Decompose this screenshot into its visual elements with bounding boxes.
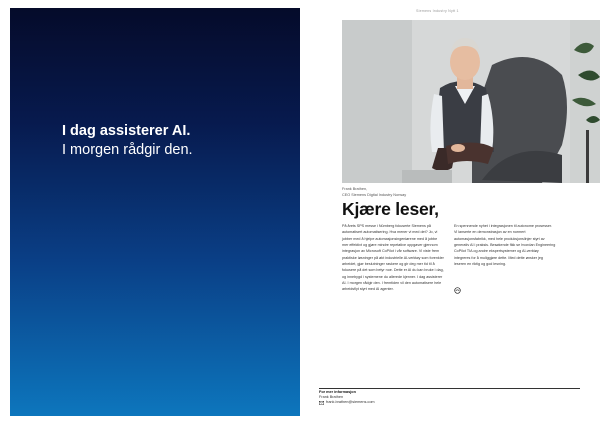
signature-icon xyxy=(454,287,461,294)
headline-line-2: I morgen rådgir den. xyxy=(62,142,193,158)
contact-title: For mer informasjon xyxy=(319,390,356,394)
mail-icon xyxy=(319,401,324,405)
left-page-blue-panel xyxy=(10,8,300,416)
running-head: Siemens Industry Nytt 1 xyxy=(416,9,459,13)
caption-name: Frank Brathen, xyxy=(342,187,368,191)
hero-headline xyxy=(62,122,193,160)
portrait-illustration xyxy=(342,20,600,183)
body-column-2: En spennende nyhet i integrasjonen til autonome prosesser. Vi lanserte en demonstrasjon av en normert automasjonsfabrikk, med hele produksjonslinjer styrt av generativ AI i praksis. Besøkende fikk se hvordan Engineering CoPilot TIA og andre ekspertsystemer og AI-verktøy integreres for å muliggjøre dette. Med dette ønsker jeg leseren en riktig og god lesning. xyxy=(454,224,556,267)
portrait-photo xyxy=(342,20,600,183)
headline-line-1: I dag assisterer AI. xyxy=(62,123,191,139)
contact-email-row xyxy=(319,400,375,405)
body-column-1: På årets SPS messe i Nürnberg fokuserte Siemens på automatisert automatisering. Hva mener vi med det? Jo, vi jobber med å hjelpe automasjonsingeniørene med å jobbe mer effektivt og gjøre mindre repetative oppgaver gjennom integrasjon av Microsoft CoPilot i vår software. Vi viste frem praktiske løsninger på økt industrielle AI-verktøy som forenkler arbeidet, gjør beslutninger raskere og gir deg mer tid til å fokusere på det som betyr noe. Dette er AI du kan bruke i dag, og innebygd i systemene du allerede kjenner. I dag assisterer AI. I morgen rådgir den. I fremtiden vil den automatisere hele arbeidsflyt styrt med AI agenter. xyxy=(342,224,444,292)
right-page xyxy=(300,0,600,424)
photo-caption xyxy=(342,186,406,198)
caption-role: CEO Siemens Digital Industry Norway xyxy=(342,193,407,197)
contact-name: Frank Brathen xyxy=(319,395,344,400)
contact-email[interactable]: frank.brathen@siemens.com xyxy=(326,400,375,405)
contact-block xyxy=(319,390,375,406)
contact-divider xyxy=(319,388,580,389)
page-heading: Kjære leser, xyxy=(342,199,439,219)
